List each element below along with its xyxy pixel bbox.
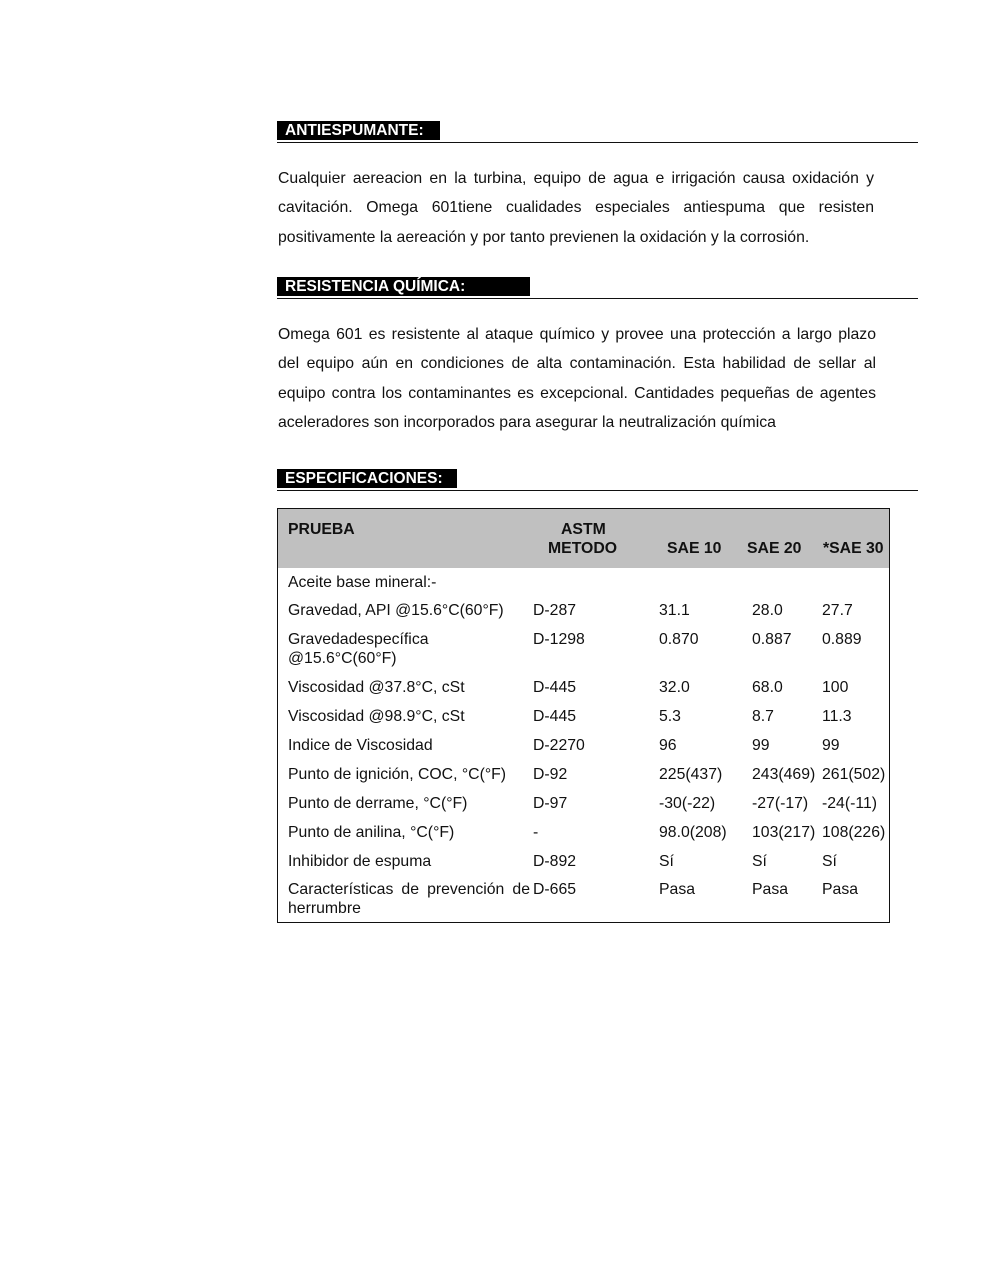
cell-metodo: D-1298 [533,631,585,648]
cell-sae10: 32.0 [659,679,690,696]
cell-sae10: 96 [659,737,677,754]
cell-sae30: 27.7 [822,602,853,619]
cell-metodo: D-287 [533,602,577,619]
cell-sae30: -24(-11) [822,795,878,812]
cell-sae30: 108(226) [822,824,886,841]
cell-sae20: 99 [752,737,770,754]
cell-sae20: Sí [752,853,767,870]
cell-sae10: 31.1 [659,602,690,619]
section-title: RESISTENCIA QUÍMICA: [277,277,530,296]
cell-sae10: Sí [659,853,674,870]
cell-prueba: Viscosidad @37.8°C, cSt [288,679,465,696]
cell-sae20: 28.0 [752,602,783,619]
cell-sae10: -30(-22) [659,795,716,812]
cell-metodo: D-445 [533,708,577,725]
cell-metodo: D-97 [533,795,568,812]
header-sae30: *SAE 30 [823,540,884,557]
cell-prueba: Punto de ignición, COC, °C(°F) [288,766,507,783]
specifications-table [277,508,890,923]
cell-prueba: Viscosidad @98.9°C, cSt [288,708,465,725]
cell-metodo: D-2270 [533,737,585,754]
cell-sae20: 103(217) [752,824,816,841]
cell-sae20: 8.7 [752,708,774,725]
cell-sae10: Pasa [659,881,696,898]
cell-sae30: Sí [822,853,837,870]
cell-metodo: D-92 [533,766,568,783]
cell-sae10: 0.870 [659,631,699,648]
section-header-especificaciones [277,469,918,491]
cell-prueba: Gravedadespecífica @15.6°C(60°F) [288,631,429,667]
section-header-antiespumante [277,121,918,143]
section-header-resistencia [277,277,918,299]
header-prueba: PRUEBA [288,521,355,538]
cell-sae30: 0.889 [822,631,862,648]
cell-sae30: 261(502) [822,766,886,783]
cell-sae30: 11.3 [822,708,852,725]
cell-prueba: Indice de Viscosidad [288,737,433,754]
cell-metodo: - [533,824,539,841]
cell-sae20: 243(469) [752,766,816,783]
cell-sae10: 98.0(208) [659,824,727,841]
cell-sae20: Pasa [752,881,789,898]
paragraph-resistencia: Omega 601 es resistente al ataque químico y provee una protección a largo plazo del equipo aún en condiciones de alta contaminación. Esta habilidad de sellar al equipo contra los contaminantes es excepcional. Cantidades pequeñas de agentes aceleradores son incorporados para asegurar la neutralización química [278,326,876,431]
cell-prueba: Punto de derrame, °C(°F) [288,795,468,812]
cell-prueba: Inhibidor de espuma [288,853,432,870]
paragraph-antiespumante: Cualquier aereacion en la turbina, equipo de agua e irrigación causa oxidación y cavitación. Omega 601tiene cualidades especiales antiespuma que resisten positivamente la aereación y por tanto previenen la oxidación y la corrosión. [278,170,874,246]
table-header [278,509,889,568]
cell-metodo: D-892 [533,853,577,870]
cell-prueba: Gravedad, API @15.6°C(60°F) [288,602,504,619]
cell-metodo: D-665 [533,881,577,898]
header-sae10: SAE 10 [667,540,722,557]
cell-metodo: D-445 [533,679,577,696]
cell-sae30: 99 [822,737,840,754]
header-metodo: METODO [548,540,618,557]
cell-sae10: 5.3 [659,708,681,725]
group-label: Aceite base mineral:- [288,574,437,591]
header-sae20: SAE 20 [747,540,802,557]
section-title: ESPECIFICACIONES: [277,469,457,488]
cell-prueba: Características de prevención de herrumbre [288,881,530,917]
cell-sae30: Pasa [822,881,859,898]
section-title: ANTIESPUMANTE: [277,121,440,140]
cell-sae20: -27(-17) [752,795,809,812]
cell-prueba: Punto de anilina, °C(°F) [288,824,455,841]
cell-sae20: 0.887 [752,631,792,648]
cell-sae20: 68.0 [752,679,783,696]
cell-sae10: 225(437) [659,766,723,783]
header-astm: ASTM [561,521,606,538]
cell-sae30: 100 [822,679,849,696]
